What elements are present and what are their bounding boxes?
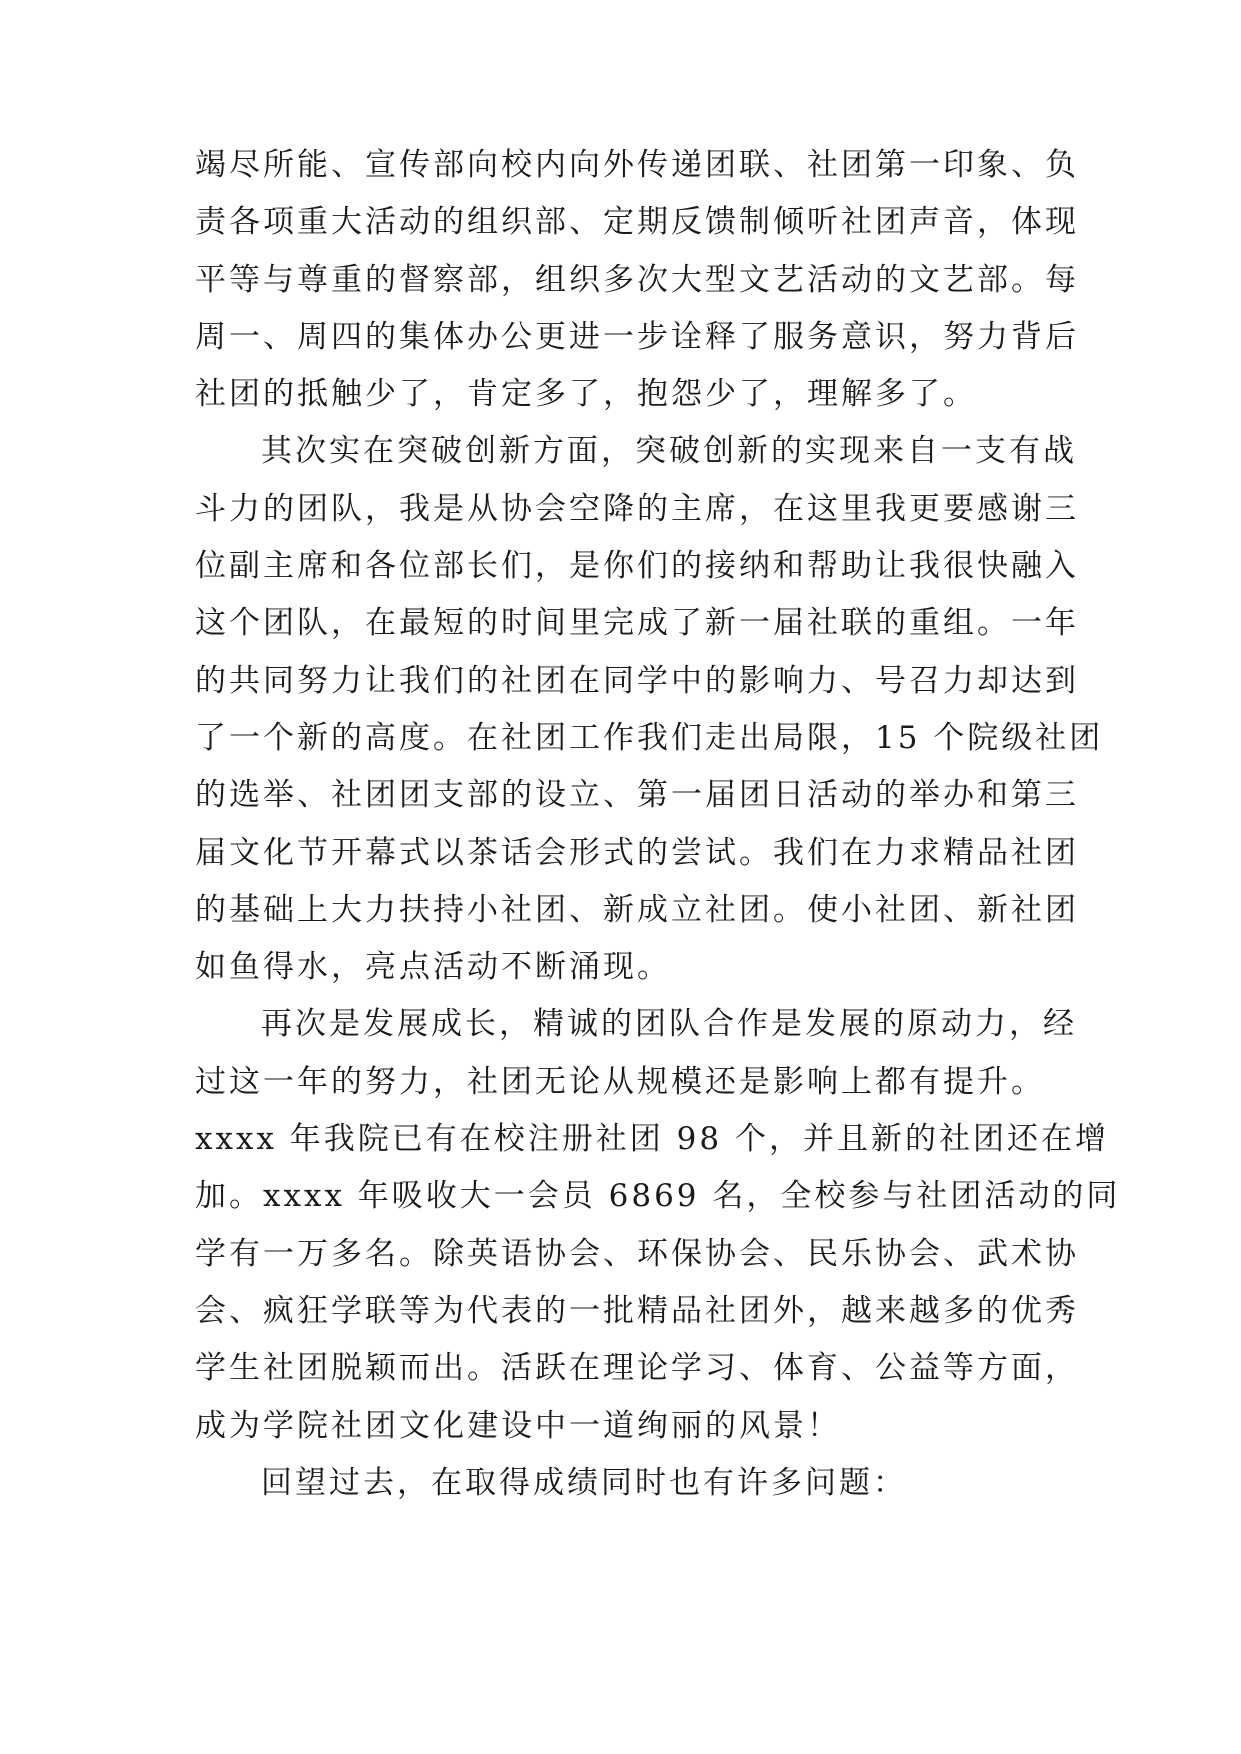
text-line: 成为学院社团文化建设中一道绚丽的风景！ bbox=[195, 1407, 841, 1444]
text-line: 加。xxxx 年吸收大一会员 6869 名，全校参与社团活动的同 bbox=[195, 1178, 1121, 1215]
text-line: 如鱼得水，亮点活动不断涌现。 bbox=[195, 949, 671, 986]
text-line: 会、疯狂学联等为代表的一批精品社团外，越来越多的优秀 bbox=[195, 1292, 1079, 1329]
text-line: 责各项重大活动的组织部、定期反馈制倾听社团声音，体现 bbox=[195, 204, 1079, 241]
text-line: 学有一万多名。除英语协会、环保协会、民乐协会、武术协 bbox=[195, 1235, 1079, 1272]
text-line: 社团的抵触少了，肯定多了，抱怨少了，理解多了。 bbox=[195, 376, 977, 413]
text-line: 学生社团脱颖而出。活跃在理论学习、体育、公益等方面， bbox=[195, 1350, 1079, 1387]
paragraph-first-line: 再次是发展成长，精诚的团队合作是发展的原动力，经 bbox=[261, 1006, 1077, 1043]
text-line: 了一个新的高度。在社团工作我们走出局限，15 个院级社团 bbox=[195, 719, 1104, 756]
text-line: 过这一年的努力，社团无论从规模还是影响上都有提升。 bbox=[195, 1063, 1045, 1100]
text-line: 的选举、社团团支部的设立、第一届团日活动的举办和第三 bbox=[195, 777, 1079, 814]
text-line: 周一、周四的集体办公更进一步诠释了服务意识，努力背后 bbox=[195, 318, 1079, 355]
text-line: 的基础上大力扶持小社团、新成立社团。使小社团、新社团 bbox=[195, 891, 1079, 928]
text-line: 届文化节开幕式以茶话会形式的尝试。我们在力求精品社团 bbox=[195, 834, 1079, 871]
paragraph-first-line: 回望过去，在取得成绩同时也有许多问题： bbox=[261, 1464, 907, 1501]
text-line: 这个团队，在最短的时间里完成了新一届社联的重组。一年 bbox=[195, 605, 1079, 642]
paragraph-first-line: 其次实在突破创新方面，突破创新的实现来自一支有战 bbox=[261, 433, 1077, 470]
text-line: xxxx 年我院已有在校注册社团 98 个，并且新的社团还在增 bbox=[195, 1121, 1109, 1158]
document-body bbox=[195, 137, 1121, 1512]
text-line: 竭尽所能、宣传部向校内向外传递团联、社团第一印象、负 bbox=[195, 147, 1079, 183]
text-line: 位副主席和各位部长们，是你们的接纳和帮助让我很快融入 bbox=[195, 548, 1079, 585]
text-line: 平等与尊重的督察部，组织多次大型文艺活动的文艺部。每 bbox=[195, 261, 1079, 298]
text-line: 斗力的团队，我是从协会空降的主席，在这里我更要感谢三 bbox=[195, 490, 1079, 527]
text-line: 的共同努力让我们的社团在同学中的影响力、号召力却达到 bbox=[195, 662, 1079, 699]
